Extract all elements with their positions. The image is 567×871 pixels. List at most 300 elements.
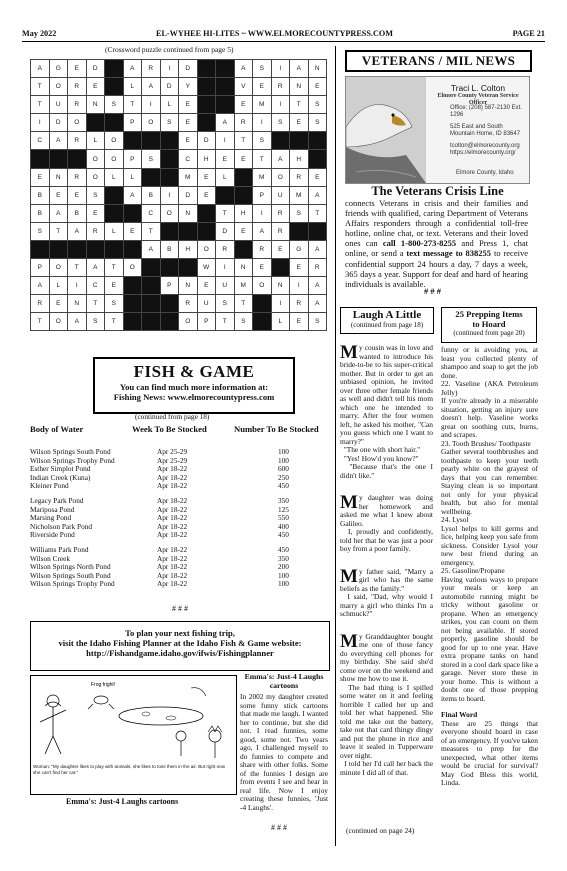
crossword-cell: A bbox=[31, 60, 50, 78]
crossword-cell: T bbox=[31, 96, 50, 114]
crossword-cell: M bbox=[179, 168, 198, 186]
stock-water: Wilson Springs North Pond bbox=[30, 562, 111, 572]
crossword-cell: B bbox=[142, 186, 161, 204]
crossword-cell: T bbox=[234, 295, 253, 313]
crossword-cell: R bbox=[142, 60, 161, 78]
col-water: Body of Water bbox=[30, 424, 84, 434]
card-role: Elmore County Veteran Service Officer bbox=[437, 93, 519, 107]
crossword-cell: D bbox=[179, 60, 198, 78]
crossword-cell: T bbox=[142, 222, 161, 240]
crossword-cell: H bbox=[197, 150, 216, 168]
black-square bbox=[142, 168, 161, 186]
crossword-row bbox=[31, 240, 327, 258]
crossword-cell: S bbox=[290, 204, 309, 222]
black-square bbox=[179, 222, 198, 240]
crossword-cell: D bbox=[160, 78, 179, 96]
black-square bbox=[105, 60, 124, 78]
emma-body: In 2002 my daughter created some funny stick cartoons that made me laugh. I wanted her to continue, but she did not. I read funnies, some good, some not. Two years ago, I challenged myself to do funnies to compete and share with other folks. Some of the funnies I design are from events I see and hear in real life. Now I enjoy creating these funnies, 'Just -4 Laughs'. bbox=[240, 692, 328, 812]
black-square bbox=[197, 60, 216, 78]
card-line-2: 525 East and South bbox=[450, 123, 503, 130]
crossword-cell: O bbox=[160, 204, 179, 222]
stock-water: Wilson Springs South Pond bbox=[30, 447, 111, 456]
black-square bbox=[160, 168, 179, 186]
crossword-cell: D bbox=[86, 60, 105, 78]
crossword-cell: R bbox=[31, 295, 50, 313]
card-line-0: Office: (208) 587-2130 Ext. 1296 bbox=[450, 105, 522, 119]
crisis-text: text message to 838255 bbox=[406, 248, 492, 259]
fish-end: # # # bbox=[172, 604, 188, 613]
crossword-cell: I bbox=[216, 132, 235, 150]
stock-number: 600 bbox=[278, 464, 289, 474]
crossword-cell: S bbox=[142, 150, 161, 168]
prepping-title-box bbox=[441, 307, 537, 343]
stock-week: Apr 18-22 bbox=[157, 570, 188, 580]
crossword-cell: T bbox=[290, 96, 309, 114]
stock-water: Wilson Springs Trophy Pond bbox=[30, 579, 115, 589]
stock-week: Apr 25-29 bbox=[157, 455, 188, 465]
black-square bbox=[49, 150, 68, 168]
crossword-cell: A bbox=[290, 60, 309, 78]
crossword-cell: S bbox=[234, 313, 253, 331]
crossword-cell: O bbox=[49, 259, 68, 277]
crossword-cell: C bbox=[86, 277, 105, 295]
crossword-cell: H bbox=[179, 240, 198, 258]
stock-number: 350 bbox=[278, 496, 289, 505]
crossword-cell: B bbox=[31, 204, 50, 222]
black-square bbox=[123, 295, 142, 313]
card-name: Traci L. Colton bbox=[450, 83, 506, 93]
stock-week: Apr 18-22 bbox=[157, 521, 188, 531]
stock-week: Apr 18-22 bbox=[157, 496, 188, 505]
card-line-3: Mountain Home, ID 83647 bbox=[450, 131, 521, 138]
page-number: PAGE 21 bbox=[512, 29, 545, 38]
crossword-cell: O bbox=[68, 114, 87, 132]
crossword-cell: R bbox=[179, 295, 198, 313]
crossword-cell: S bbox=[105, 96, 124, 114]
crossword-cell: T bbox=[68, 259, 87, 277]
crossword-cell: E bbox=[290, 259, 309, 277]
crossword-cell: T bbox=[216, 204, 235, 222]
black-square bbox=[160, 295, 179, 313]
crossword-cell: O bbox=[49, 78, 68, 96]
black-square bbox=[142, 277, 161, 295]
black-square bbox=[271, 259, 290, 277]
cartoon-label: Frog fright! bbox=[91, 682, 116, 688]
laugh-continued: (continued from page 18) bbox=[350, 321, 424, 329]
cartoon-caption: Emma's: Just-4 Laughs cartoons bbox=[66, 797, 179, 806]
crossword-cell: P bbox=[123, 114, 142, 132]
stock-water: Mariposa Pond bbox=[30, 504, 75, 514]
crossword-cell: L bbox=[105, 168, 124, 186]
crossword-cell: L bbox=[123, 168, 142, 186]
crossword-cell: R bbox=[290, 168, 309, 186]
black-square bbox=[308, 222, 327, 240]
crossword-cell: S bbox=[253, 60, 272, 78]
plan-line1: To plan your next fishing trip, bbox=[125, 628, 235, 638]
black-square bbox=[160, 313, 179, 331]
crossword-row bbox=[31, 277, 327, 295]
fish-game-sub1: You can find much more information at: bbox=[119, 382, 269, 392]
crossword-cell: R bbox=[271, 222, 290, 240]
crossword-cell: R bbox=[271, 204, 290, 222]
prepping-title1: 25 Prepping Items bbox=[455, 309, 523, 319]
crossword-cell: E bbox=[290, 114, 309, 132]
emma-title bbox=[240, 672, 328, 690]
crossword-cell: L bbox=[86, 132, 105, 150]
crossword-cell: E bbox=[86, 204, 105, 222]
crossword-cell: S bbox=[160, 114, 179, 132]
black-square bbox=[123, 204, 142, 222]
crossword-cell: E bbox=[197, 168, 216, 186]
crossword-cell: R bbox=[290, 295, 309, 313]
stock-water: Kleiner Pond bbox=[30, 481, 69, 491]
black-square bbox=[160, 132, 179, 150]
crossword-cell: A bbox=[68, 222, 87, 240]
black-square bbox=[308, 132, 327, 150]
crossword-cell: P bbox=[253, 186, 272, 204]
crossword-cell: A bbox=[123, 60, 142, 78]
crossword-cell: I bbox=[216, 259, 235, 277]
crossword-cell: E bbox=[105, 277, 124, 295]
crossword-cell: E bbox=[253, 259, 272, 277]
stock-water: Wilson Springs South Pond bbox=[30, 570, 111, 580]
plan-line2: visit the Idaho Fishing Planner at the Idaho Fish & Game website: bbox=[58, 638, 302, 648]
crossword-cell: O bbox=[179, 313, 198, 331]
crossword-row bbox=[31, 60, 327, 78]
cartoon-panel bbox=[30, 675, 237, 795]
stock-number: 125 bbox=[278, 504, 289, 514]
crossword-cell: E bbox=[234, 222, 253, 240]
crossword-cell: E bbox=[123, 222, 142, 240]
black-square bbox=[86, 240, 105, 258]
stock-week: Apr 18-22 bbox=[157, 472, 188, 482]
crossword-cell: T bbox=[308, 204, 327, 222]
black-square bbox=[105, 240, 124, 258]
black-square bbox=[123, 313, 142, 331]
crossword-cell: O bbox=[86, 150, 105, 168]
crossword-cell: H bbox=[234, 204, 253, 222]
black-square bbox=[216, 60, 235, 78]
black-square bbox=[105, 204, 124, 222]
stock-week: Apr 18-22 bbox=[157, 464, 188, 474]
crisis-title: The Veterans Crisis Line bbox=[371, 184, 504, 198]
crossword-row bbox=[31, 222, 327, 240]
crossword-cell: E bbox=[308, 168, 327, 186]
fish-game-box bbox=[93, 357, 295, 414]
fish-continued: (continued from page 18) bbox=[135, 412, 210, 421]
black-square bbox=[68, 240, 87, 258]
stock-week: Apr 18-22 bbox=[157, 530, 188, 540]
fish-game-title: FISH & GAME bbox=[133, 362, 255, 381]
crossword-cell: I bbox=[271, 96, 290, 114]
stock-number: 100 bbox=[278, 579, 289, 589]
crossword-cell: S bbox=[86, 186, 105, 204]
crossword-row bbox=[31, 132, 327, 150]
crossword-cell: A bbox=[31, 277, 50, 295]
crossword-cell: A bbox=[142, 78, 161, 96]
crossword-cell: D bbox=[216, 222, 235, 240]
crossword-cell: U bbox=[216, 277, 235, 295]
stock-week: Apr 18-22 bbox=[157, 513, 188, 523]
stock-number: 200 bbox=[278, 562, 289, 572]
crossword-cell: W bbox=[197, 259, 216, 277]
crossword-cell: C bbox=[179, 150, 198, 168]
black-square bbox=[142, 295, 161, 313]
veteran-officer-card bbox=[345, 76, 530, 184]
black-square bbox=[123, 240, 142, 258]
emma-end: # # # bbox=[271, 823, 287, 832]
black-square bbox=[105, 114, 124, 132]
crossword-cell: S bbox=[216, 295, 235, 313]
black-square bbox=[290, 132, 309, 150]
black-square bbox=[86, 114, 105, 132]
black-square bbox=[160, 222, 179, 240]
prepping-continued: (continued from page 20) bbox=[453, 329, 525, 337]
crossword-cell: E bbox=[49, 186, 68, 204]
crossword-cell: R bbox=[234, 114, 253, 132]
cartoon-drawing bbox=[31, 676, 236, 794]
black-square bbox=[216, 78, 235, 96]
stock-water: Nicholson Park Pond bbox=[30, 521, 93, 531]
crossword-cell: S bbox=[31, 222, 50, 240]
crossword-row bbox=[31, 295, 327, 313]
crossword-cell: M bbox=[290, 186, 309, 204]
crossword-cell: T bbox=[234, 132, 253, 150]
crossword-cell: E bbox=[290, 313, 309, 331]
black-square bbox=[68, 150, 87, 168]
veterans-end: # # # bbox=[424, 286, 441, 296]
crisis-body: connects Veterans in crisis and their families and friends with qualified, caring Department of Veterans Affairs responders through a confidential toll-free hotline, online chat, or text. Veterans and their loved ones can call 1-800-273-8255 and Press 1, chat online, or send a text message to 838255 to receive confidential support 24 hours a day, 7 days a week, 365 days a year. Support for deaf and hard of hearing individuals is available. bbox=[345, 198, 528, 289]
crossword-cell: N bbox=[179, 204, 198, 222]
crossword-cell: E bbox=[197, 186, 216, 204]
laugh-title: Laugh A Little bbox=[352, 309, 422, 321]
stock-water: Wilson Creek bbox=[30, 553, 71, 563]
crossword-cell: M bbox=[234, 277, 253, 295]
crossword-cell: E bbox=[197, 277, 216, 295]
laugh-body: My cousin was in love and wanted to introduce his bride-to-be to his super-critical mother. But in order to get an unbiased opinion, he invited over three other female friends as well and didn't tell his mom which one he intended to marry. After the four women left, he asked his mother, "Can you guess which one I want to marry?" "The one with short hair." "Yes! How'd you know?" "Because that's the one I didn't like." My daughter was doing her homework and asked me what I knew about Galileo. I, proudly and confidently, told her that he was just a poor boy from a poor family. My father said, "Marry a girl who has the same beliefs as the family." I said, "Dad, why would I marry a girl who thinks I'm a schmuck?" My Granddaughter bought me one of those fancy do everything cell phones for my birthday. She said she'd come over on the weekend and show me how to use it. The bad thing is I spilled some water on it and feeling horrible I called her up and told her what happened. She told me take out the battery, take out that card thingy dingy and put the phone in rice and leave it sealed in Tupperware over night. I told her I'd call her back the minute I did all of that. bbox=[340, 342, 434, 777]
black-square bbox=[142, 313, 161, 331]
crossword-cell: D bbox=[179, 186, 198, 204]
crossword-cell: U bbox=[271, 186, 290, 204]
crossword-cell: T bbox=[123, 96, 142, 114]
stock-week: Apr 18-22 bbox=[157, 579, 188, 589]
col-week: Week To Be Stocked bbox=[132, 424, 207, 434]
crossword-cell: H bbox=[290, 150, 309, 168]
crossword-cell: S bbox=[271, 114, 290, 132]
crossword-cell: I bbox=[142, 96, 161, 114]
crossword-row bbox=[31, 168, 327, 186]
crossword-cell: S bbox=[308, 114, 327, 132]
crossword-cell: P bbox=[31, 259, 50, 277]
crossword-row bbox=[31, 204, 327, 222]
woman-caption: Woman: "My daughter likes to play with animals, she likes to toss them in the air. But right now she can't find her cat." bbox=[33, 764, 226, 775]
black-square bbox=[179, 259, 198, 277]
crossword-cell: R bbox=[216, 240, 235, 258]
crossword-cell: I bbox=[253, 114, 272, 132]
crossword-cell: A bbox=[271, 150, 290, 168]
crossword-cell: A bbox=[308, 240, 327, 258]
crossword-cell: B bbox=[68, 204, 87, 222]
issue-date: May 2022 bbox=[22, 29, 57, 38]
laugh-title-box bbox=[340, 307, 434, 334]
crossword-cell: E bbox=[216, 150, 235, 168]
black-square bbox=[142, 132, 161, 150]
black-square bbox=[197, 204, 216, 222]
fish-game-sub2: Fishing News: www.elmorecountypress.com bbox=[113, 392, 275, 402]
emma-title1: Emma's: Just-4 Laughs bbox=[244, 672, 324, 681]
crossword-row bbox=[31, 313, 327, 331]
crossword-cell: O bbox=[271, 168, 290, 186]
crossword-cell: S bbox=[86, 313, 105, 331]
black-square bbox=[197, 222, 216, 240]
crossword-cell: E bbox=[31, 168, 50, 186]
crossword-cell: O bbox=[197, 240, 216, 258]
crossword-cell: A bbox=[253, 222, 272, 240]
crossword-cell: E bbox=[179, 96, 198, 114]
crossword-cell: S bbox=[105, 295, 124, 313]
crossword-cell: N bbox=[308, 60, 327, 78]
crossword-cell: R bbox=[308, 259, 327, 277]
black-square bbox=[160, 259, 179, 277]
prepping-title2: to Hoard bbox=[472, 318, 506, 329]
card-line-5: tcolton@elmorecounty.org bbox=[450, 142, 520, 149]
crossword-cell: P bbox=[123, 150, 142, 168]
crossword-cell: A bbox=[234, 60, 253, 78]
black-square bbox=[234, 240, 253, 258]
crossword-cell: R bbox=[68, 132, 87, 150]
card-footer: Elmore County, Idaho bbox=[456, 170, 514, 176]
crossword-cell: U bbox=[197, 295, 216, 313]
crossword-cell: A bbox=[68, 313, 87, 331]
crossword-cell: V bbox=[234, 78, 253, 96]
black-square bbox=[197, 78, 216, 96]
crossword-cell: I bbox=[271, 60, 290, 78]
stock-number: 550 bbox=[278, 513, 289, 523]
crossword-cell: N bbox=[290, 78, 309, 96]
black-square bbox=[234, 168, 253, 186]
crossword-cell: R bbox=[68, 168, 87, 186]
stock-water: Indian Creek (Kuna) bbox=[30, 472, 91, 482]
veterans-header: VETERANS / MIL NEWS bbox=[345, 50, 532, 72]
crossword-cell: C bbox=[142, 204, 161, 222]
crossword-cell: I bbox=[160, 60, 179, 78]
black-square bbox=[216, 186, 235, 204]
crossword-cell: N bbox=[49, 168, 68, 186]
stock-week: Apr 25-29 bbox=[157, 447, 188, 456]
crossword-row bbox=[31, 186, 327, 204]
crossword-cell: E bbox=[179, 114, 198, 132]
crossword-cell: D bbox=[49, 114, 68, 132]
stock-number: 250 bbox=[278, 472, 289, 482]
stock-water: Wilson Springs Trophy Pond bbox=[30, 455, 115, 465]
crossword-cell: O bbox=[105, 150, 124, 168]
black-square bbox=[31, 150, 50, 168]
crossword-cell: I bbox=[271, 295, 290, 313]
crossword-cell: E bbox=[308, 78, 327, 96]
crossword-cell: E bbox=[68, 186, 87, 204]
crossword-cell: O bbox=[123, 259, 142, 277]
crossword-cell: E bbox=[271, 240, 290, 258]
black-square bbox=[308, 150, 327, 168]
crossword-cell: N bbox=[179, 277, 198, 295]
crossword-cell: U bbox=[49, 96, 68, 114]
stock-water: Riverside Pond bbox=[30, 530, 75, 540]
black-square bbox=[142, 259, 161, 277]
crossword-cell: A bbox=[86, 259, 105, 277]
crossword-cell: N bbox=[68, 295, 87, 313]
black-square bbox=[197, 114, 216, 132]
black-square bbox=[123, 277, 142, 295]
crossword-cell: R bbox=[253, 240, 272, 258]
crossword-cell: L bbox=[271, 313, 290, 331]
crossword-cell: E bbox=[86, 78, 105, 96]
crossword-cell: I bbox=[253, 204, 272, 222]
crossword-cell: T bbox=[105, 313, 124, 331]
black-square bbox=[31, 240, 50, 258]
black-square bbox=[197, 96, 216, 114]
page-header bbox=[22, 27, 545, 42]
fishing-planner-box bbox=[30, 621, 330, 671]
crossword-row bbox=[31, 96, 327, 114]
crossword-cell: T bbox=[253, 150, 272, 168]
black-square bbox=[253, 295, 272, 313]
crossword-cell: R bbox=[86, 222, 105, 240]
crossword-cell: E bbox=[234, 150, 253, 168]
crossword-cell: I bbox=[160, 186, 179, 204]
black-square bbox=[253, 313, 272, 331]
crossword-cell: T bbox=[49, 222, 68, 240]
crossword-cell: B bbox=[31, 186, 50, 204]
stock-number: 450 bbox=[278, 545, 289, 554]
crossword-cell: L bbox=[49, 277, 68, 295]
crossword-cell: I bbox=[68, 277, 87, 295]
stock-water: Esther Simplot Pond bbox=[30, 464, 91, 474]
crossword-cell: T bbox=[31, 78, 50, 96]
black-square bbox=[49, 240, 68, 258]
crossword-cell: M bbox=[253, 96, 272, 114]
crossword-cell: A bbox=[123, 186, 142, 204]
eagle-image bbox=[346, 77, 426, 183]
crossword-cell: A bbox=[142, 240, 161, 258]
crossword-cell: G bbox=[49, 60, 68, 78]
crossword-cell: A bbox=[216, 114, 235, 132]
crossword-cell: O bbox=[253, 277, 272, 295]
stock-number: 100 bbox=[278, 447, 289, 456]
crossword-cell: E bbox=[68, 60, 87, 78]
crossword-cell: A bbox=[49, 204, 68, 222]
black-square bbox=[216, 96, 235, 114]
black-square bbox=[271, 132, 290, 150]
crossword-cell: T bbox=[105, 259, 124, 277]
crossword-cell: T bbox=[216, 313, 235, 331]
crossword-cell: A bbox=[308, 277, 327, 295]
stock-week: Apr 18-22 bbox=[157, 553, 188, 563]
crossword-cell: E bbox=[179, 132, 198, 150]
crisis-phone: call 1-800-273-8255 bbox=[382, 238, 457, 249]
crossword-cell: G bbox=[290, 240, 309, 258]
crossword-cell: I bbox=[290, 277, 309, 295]
crossword-cell: O bbox=[86, 168, 105, 186]
crossword-cell: D bbox=[197, 132, 216, 150]
crossword-row bbox=[31, 114, 327, 132]
crossword-row bbox=[31, 78, 327, 96]
stock-number: 400 bbox=[278, 521, 289, 531]
crossword-cell: L bbox=[123, 78, 142, 96]
crossword-row bbox=[31, 150, 327, 168]
crossword-row bbox=[31, 259, 327, 277]
crossword-cell: E bbox=[49, 295, 68, 313]
crossword-grid bbox=[30, 59, 327, 331]
